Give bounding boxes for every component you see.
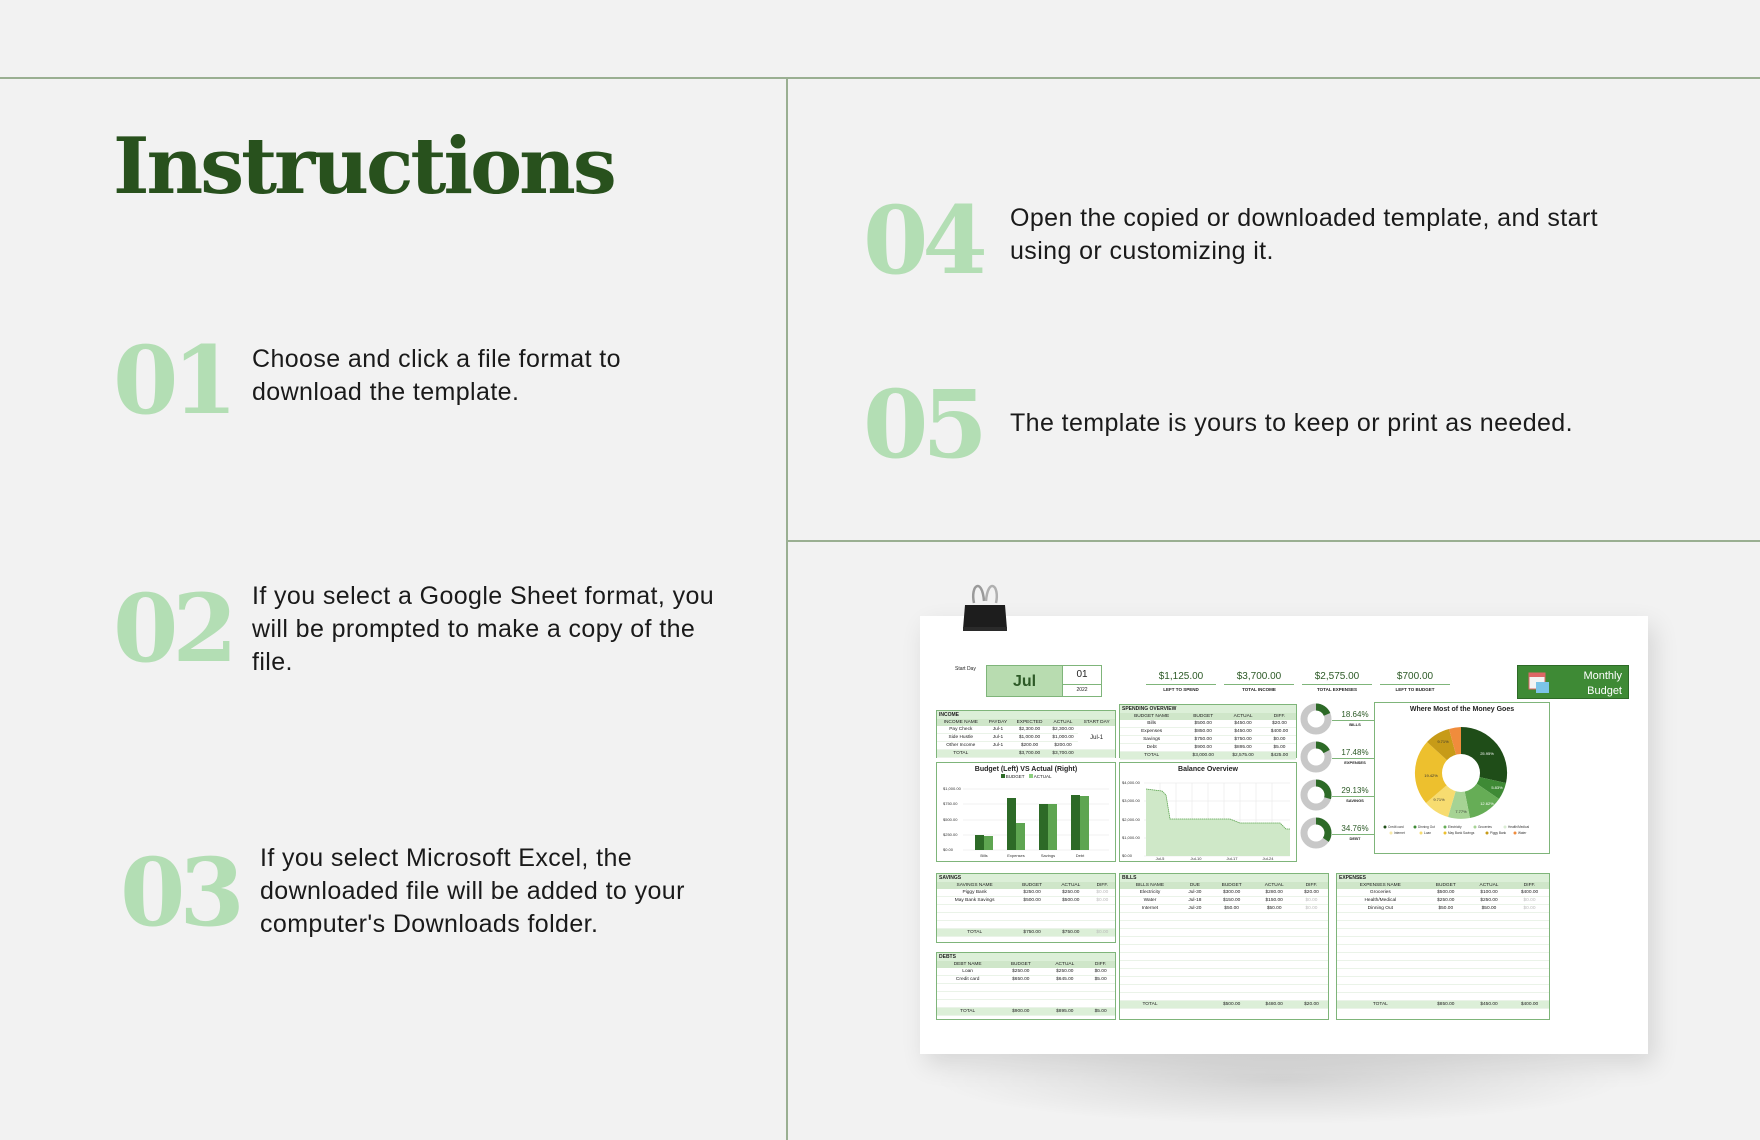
- binder-clip-icon: [960, 575, 1010, 635]
- balance-overview-chart: [1119, 762, 1297, 862]
- table-row: [937, 1000, 1115, 1008]
- cell: May Bank Savings: [937, 897, 1012, 905]
- y-tick: $750.00: [943, 801, 958, 806]
- x-tick: Jul-24: [1262, 856, 1274, 861]
- bar-chart-plot: [937, 781, 1113, 859]
- table-row: [937, 984, 1115, 992]
- pie-plot: [1375, 715, 1549, 835]
- chart-legend: [937, 774, 1115, 779]
- cell: $200.00: [1048, 742, 1079, 750]
- table-row: [937, 726, 1115, 734]
- expenses-table: [1337, 882, 1549, 1009]
- cell: $300.00: [1210, 889, 1254, 897]
- monthly-budget-badge: [1517, 665, 1629, 699]
- x-tick: Debt: [1075, 853, 1085, 858]
- y-tick: $3,000.00: [1122, 798, 1140, 803]
- x-tick: Savings: [1040, 853, 1056, 858]
- cell: $500.00: [1424, 889, 1468, 897]
- kpi-value: $700.00: [1380, 671, 1450, 685]
- cell: $50.00: [1210, 905, 1254, 913]
- pct-label: BILLS: [1349, 722, 1361, 727]
- cell: $0.00: [1510, 897, 1549, 905]
- legend-actual: ACTUAL: [1033, 774, 1052, 779]
- cell: Water: [1120, 897, 1180, 905]
- kpi-label: LEFT TO BUDGET: [1395, 687, 1435, 692]
- col-header: BUDGET: [1424, 882, 1468, 889]
- cell: $3,000.00: [1183, 752, 1223, 760]
- x-tick: Jul-5: [1155, 856, 1165, 861]
- cell: $20.00: [1263, 720, 1296, 728]
- cell: Jul-1: [985, 742, 1012, 750]
- chart-title: Budget (Left) VS Actual (Right): [974, 766, 1078, 773]
- legend-item: Health/Medical: [1508, 825, 1530, 829]
- cell: $0.00: [1090, 929, 1115, 937]
- col-header: BILLS NAME: [1120, 882, 1180, 889]
- debts-title: DEBTS: [937, 953, 1115, 961]
- cell: $100.00: [1468, 889, 1510, 897]
- kpi-left-to-budget: [1380, 671, 1450, 692]
- slice-label: 12.62%: [1480, 801, 1494, 806]
- cell: $645.00: [1043, 976, 1086, 984]
- cell: Expenses: [1120, 728, 1183, 736]
- cell: $150.00: [1253, 897, 1294, 905]
- step-03-number: 03: [120, 838, 239, 948]
- table-row: [1337, 905, 1549, 913]
- cell: $895.00: [1043, 1008, 1086, 1016]
- col-header: BUDGET: [1183, 713, 1223, 720]
- bar-bills-budget: [975, 835, 984, 850]
- table-row: [1120, 889, 1328, 897]
- cell: $0.00: [1086, 968, 1115, 976]
- cell: Health/Medical: [1337, 897, 1424, 905]
- cell: $50.00: [1468, 905, 1510, 913]
- cell: $0.00: [1510, 905, 1549, 913]
- cell: $250.00: [1043, 968, 1086, 976]
- month-value: Jul: [1012, 673, 1037, 690]
- total-row: [1120, 752, 1296, 760]
- cell: $400.00: [1510, 889, 1549, 897]
- cell: Savings: [1120, 736, 1183, 744]
- table-row: [1120, 905, 1328, 913]
- cell: $900.00: [1183, 744, 1223, 752]
- kpi-value: $2,575.00: [1302, 671, 1372, 685]
- page-title: Instructions: [113, 121, 614, 212]
- legend-swatch: [1029, 774, 1033, 778]
- cell: $450.00: [1468, 1001, 1510, 1009]
- col-header: BUDGET NAME: [1120, 713, 1183, 720]
- col-header: BUDGET: [1210, 882, 1254, 889]
- step-05-text: The template is yours to keep or print as needed.: [1010, 409, 1573, 437]
- cell: $500.00: [1183, 720, 1223, 728]
- cell: $20.00: [1295, 889, 1328, 897]
- cell: Debt: [1120, 744, 1183, 752]
- bar-expenses-actual: [1016, 823, 1025, 850]
- start-day-label: Start Day: [955, 666, 976, 672]
- cell: $0.00: [1263, 736, 1296, 744]
- cell: $3,700.00: [1011, 750, 1047, 758]
- cell: $280.00: [1253, 889, 1294, 897]
- step-02-text: If you select a Google Sheet format, you will be prompted to make a copy of the file.: [252, 582, 715, 676]
- step-03-text: If you select Microsoft Excel, the downloaded file will be added to your computer's Downloads folder.: [260, 844, 685, 938]
- brand-text: [1583, 669, 1622, 699]
- cell: Jul-30: [1180, 889, 1210, 897]
- x-tick: Expenses: [1007, 853, 1025, 858]
- total-row: [1120, 1001, 1328, 1009]
- budget-template-preview: [920, 616, 1648, 1054]
- cell: $50.00: [1253, 905, 1294, 913]
- table-row: [1120, 728, 1296, 736]
- legend-item: Internet: [1394, 831, 1405, 835]
- brand-line-1: Monthly: [1583, 670, 1622, 682]
- col-header: PAYDAY: [985, 719, 1012, 726]
- cell: $250.00: [1424, 897, 1468, 905]
- pct-value: 18.64%: [1332, 710, 1378, 721]
- col-header: ACTUAL: [1043, 961, 1086, 968]
- bar-expenses-budget: [1007, 798, 1016, 850]
- legend-item: Piggy Bank: [1490, 831, 1507, 835]
- year-box: [1062, 684, 1102, 697]
- cell: [1180, 1001, 1210, 1009]
- balance-area: [1146, 789, 1290, 856]
- cell: $750.00: [1052, 929, 1090, 937]
- cell: $5.00: [1263, 744, 1296, 752]
- cell: $20.00: [1295, 1001, 1328, 1009]
- step-04-text: Open the copied or downloaded template, and start using or customizing it.: [1010, 204, 1599, 265]
- pct-bills: [1332, 710, 1378, 727]
- legend-item: Water: [1518, 831, 1527, 835]
- kpi-total-income: [1224, 671, 1294, 692]
- col-header: ACTUAL: [1468, 882, 1510, 889]
- category-donuts: [1299, 702, 1333, 852]
- col-header: ACTUAL: [1253, 882, 1294, 889]
- cell: $500.00: [1210, 1001, 1254, 1009]
- month-box: [986, 665, 1063, 697]
- kpi-value: $3,700.00: [1224, 671, 1294, 685]
- cell: $0.00: [1090, 889, 1115, 897]
- cell: $450.00: [1223, 728, 1263, 736]
- step-04-number: 04: [863, 186, 982, 296]
- pct-savings: [1332, 786, 1378, 803]
- table-row: [937, 889, 1115, 897]
- col-header: SAVINGS NAME: [937, 882, 1012, 889]
- kpi-label: TOTAL EXPENSES: [1316, 687, 1357, 692]
- cell: Pay Check: [937, 726, 985, 734]
- y-tick: $4,000.00: [1122, 780, 1140, 785]
- kpi-total-expenses: [1302, 671, 1372, 692]
- col-header: EXPECTED: [1011, 719, 1047, 726]
- income-panel: [936, 710, 1116, 758]
- slice-label: 5.83%: [1491, 785, 1503, 790]
- cell: $1,000.00: [1011, 734, 1047, 742]
- col-header: INCOME NAME: [937, 719, 985, 726]
- line-chart-plot: [1120, 775, 1294, 861]
- kpi-label: LEFT TO SPEND: [1163, 687, 1199, 692]
- cell: Electricity: [1120, 889, 1180, 897]
- bar-savings-budget: [1039, 804, 1048, 850]
- cell: Bills: [1120, 720, 1183, 728]
- cell: Credit card: [937, 976, 998, 984]
- step-05-number: 05: [863, 370, 982, 480]
- cell: $650.00: [998, 976, 1043, 984]
- col-header: EXPENSES NAME: [1337, 882, 1424, 889]
- legend-item: Groceries: [1478, 825, 1492, 829]
- donut-bills: [1304, 707, 1328, 731]
- total-row: [937, 929, 1115, 937]
- col-header: DIFF.: [1295, 882, 1328, 889]
- cell: $900.00: [998, 1008, 1043, 1016]
- col-header: DIFF.: [1263, 713, 1296, 720]
- cell: $500.00: [1012, 897, 1052, 905]
- cell: [985, 750, 1012, 758]
- cell: TOTAL: [937, 750, 985, 758]
- table-row: [1120, 897, 1328, 905]
- center-divider: [786, 77, 788, 1140]
- cell: $2,300.00: [1048, 726, 1079, 734]
- bills-table: [1120, 882, 1328, 1009]
- y-tick: $0.00: [943, 847, 954, 852]
- cell: $895.00: [1223, 744, 1263, 752]
- col-header: BUDGET: [998, 961, 1043, 968]
- cell: $850.00: [1183, 728, 1223, 736]
- pct-label: EXPENSES: [1344, 760, 1366, 765]
- cell: $0.00: [1295, 905, 1328, 913]
- y-tick: $2,000.00: [1122, 817, 1140, 822]
- spending-table: [1120, 713, 1296, 760]
- right-mid-divider: [788, 540, 1760, 542]
- savings-title: SAVINGS: [937, 874, 1115, 882]
- donut-savings: [1304, 783, 1328, 807]
- savings-table: [937, 882, 1115, 937]
- table-row: [937, 968, 1115, 976]
- col-header: DEBT NAME: [937, 961, 998, 968]
- donut-expenses: [1304, 745, 1328, 769]
- cell: $3,700.00: [1048, 750, 1079, 758]
- bills-panel: [1119, 873, 1329, 1020]
- cell: $150.00: [1210, 897, 1254, 905]
- bar-savings-actual: [1048, 804, 1057, 850]
- bills-title: BILLS: [1120, 874, 1328, 882]
- cell: $425.00: [1263, 752, 1296, 760]
- y-tick: $1,000.00: [943, 786, 961, 791]
- y-tick: $0.00: [1122, 853, 1133, 858]
- cell: $50.00: [1424, 905, 1468, 913]
- cell: $400.00: [1510, 1001, 1549, 1009]
- table-row: [937, 913, 1115, 921]
- step-02-number: 02: [113, 574, 232, 684]
- budget-vs-actual-chart: [936, 762, 1116, 862]
- total-row: [937, 1008, 1115, 1016]
- calendar-icon: [1528, 670, 1550, 694]
- table-row: [1337, 889, 1549, 897]
- table-row: [937, 992, 1115, 1000]
- legend-item: Electricity: [1448, 825, 1462, 829]
- cell: $450.00: [1223, 720, 1263, 728]
- cell: Side Hustle: [937, 734, 985, 742]
- total-row: [1337, 1001, 1549, 1009]
- year-value: 2022: [1076, 687, 1088, 693]
- cell: $2,575.00: [1223, 752, 1263, 760]
- cell: $750.00: [1012, 929, 1052, 937]
- cell: $250.00: [998, 968, 1043, 976]
- income-title: INCOME: [937, 711, 1115, 719]
- spending-title: SPENDING OVERVIEW: [1120, 705, 1296, 713]
- cell: $250.00: [1468, 897, 1510, 905]
- cell: Jul-1: [985, 726, 1012, 734]
- chart-title: Balance Overview: [1178, 766, 1238, 773]
- cell: TOTAL: [1120, 752, 1183, 760]
- col-header: ACTUAL: [1052, 882, 1090, 889]
- col-header: DIFF.: [1510, 882, 1549, 889]
- cell: TOTAL: [937, 1008, 998, 1016]
- cell: Other Income: [937, 742, 985, 750]
- bar-bills-actual: [984, 836, 993, 850]
- money-goes-pie-chart: [1374, 702, 1550, 854]
- cell: Groceries: [1337, 889, 1424, 897]
- cell: $250.00: [1052, 889, 1090, 897]
- savings-panel: [936, 873, 1116, 943]
- cell: TOTAL: [937, 929, 1012, 937]
- table-row: [1120, 720, 1296, 728]
- table-row: [1120, 736, 1296, 744]
- pct-value: 29.13%: [1332, 786, 1378, 797]
- cell: $500.00: [1052, 897, 1090, 905]
- cell: $5.00: [1086, 1008, 1115, 1016]
- cell: $750.00: [1223, 736, 1263, 744]
- bar-debt-budget: [1071, 795, 1080, 850]
- cell: $250.00: [1012, 889, 1052, 897]
- cell: TOTAL: [1337, 1001, 1424, 1009]
- cell: $1,000.00: [1048, 734, 1079, 742]
- table-row: [937, 976, 1115, 984]
- brand-line-2: Budget: [1587, 685, 1622, 697]
- pct-value: 17.48%: [1332, 748, 1378, 759]
- table-row: [1337, 897, 1549, 905]
- slice-label: 7.77%: [1455, 809, 1467, 814]
- day-box: [1062, 665, 1102, 685]
- cell: $0.00: [1090, 897, 1115, 905]
- legend-swatch: [1001, 774, 1005, 778]
- cell: Internet: [1120, 905, 1180, 913]
- top-divider: [0, 77, 1760, 79]
- cell: Loan: [937, 968, 998, 976]
- legend-item: Dinning Out: [1418, 825, 1435, 829]
- table-row: [937, 897, 1115, 905]
- cell: $480.00: [1253, 1001, 1294, 1009]
- pct-expenses: [1332, 748, 1378, 765]
- step-01-number: 01: [113, 326, 232, 436]
- total-row: [937, 750, 1115, 758]
- slice-label: 19.42%: [1424, 773, 1438, 778]
- income-table: [937, 719, 1115, 758]
- x-tick: Jul-10: [1190, 856, 1202, 861]
- col-header: DIFF.: [1090, 882, 1115, 889]
- cell: $400.00: [1263, 728, 1296, 736]
- slice-label: 9.71%: [1433, 797, 1445, 802]
- table-row: [937, 921, 1115, 929]
- cell: Jul-1: [985, 734, 1012, 742]
- x-tick: Jul-17: [1226, 856, 1238, 861]
- spending-overview-panel: [1119, 704, 1297, 758]
- debts-panel: [936, 952, 1116, 1020]
- legend-item: Loan: [1424, 831, 1432, 835]
- col-header: ACTUAL: [1223, 713, 1263, 720]
- y-tick: $250.00: [943, 832, 958, 837]
- col-header: START DAY: [1078, 719, 1115, 726]
- cell: $850.00: [1424, 1001, 1468, 1009]
- y-tick: $500.00: [943, 817, 958, 822]
- table-row: [1120, 744, 1296, 752]
- slice-label: 25.95%: [1480, 751, 1494, 756]
- expenses-panel: [1336, 873, 1550, 1020]
- col-header: BUDGET: [1012, 882, 1052, 889]
- pct-value: 34.76%: [1332, 824, 1378, 835]
- legend-item: Credit card: [1388, 825, 1404, 829]
- cell: $200.00: [1011, 742, 1047, 750]
- cell: $0.00: [1295, 897, 1328, 905]
- cell: TOTAL: [1120, 1001, 1180, 1009]
- cell: Jul-18: [1180, 897, 1210, 905]
- pct-label: SAVINGS: [1346, 798, 1364, 803]
- start-day-cell: Jul-1: [1078, 726, 1115, 750]
- cell: Dinning Out: [1337, 905, 1424, 913]
- legend-budget: BUDGET: [1005, 774, 1025, 779]
- donut-debt: [1304, 821, 1328, 845]
- col-header: DUE: [1180, 882, 1210, 889]
- expenses-title: EXPENSES: [1337, 874, 1549, 882]
- cell: Piggy Bank: [937, 889, 1012, 897]
- step-01-text: Choose and click a file format to download the template.: [252, 345, 621, 406]
- cell: $750.00: [1183, 736, 1223, 744]
- bar-debt-actual: [1080, 796, 1089, 850]
- col-header: ACTUAL: [1048, 719, 1079, 726]
- pct-label: DEBT: [1349, 836, 1361, 841]
- day-value: 01: [1076, 669, 1088, 680]
- cell: $5.00: [1086, 976, 1115, 984]
- col-header: DIFF.: [1086, 961, 1115, 968]
- cell: Jul-20: [1180, 905, 1210, 913]
- slice-label: 9.71%: [1437, 739, 1449, 744]
- cell: [1078, 750, 1115, 758]
- chart-title: Where Most of the Money Goes: [1409, 706, 1515, 713]
- cell: $2,300.00: [1011, 726, 1047, 734]
- x-tick: Bills: [980, 853, 988, 858]
- y-tick: $1,000.00: [1122, 835, 1140, 840]
- kpi-value: $1,125.00: [1146, 671, 1216, 685]
- bars: [975, 795, 1089, 850]
- table-row: [937, 905, 1115, 913]
- legend-item: May Bank Savings: [1448, 831, 1475, 835]
- pct-debt: [1332, 824, 1378, 841]
- kpi-left-to-spend: [1146, 671, 1216, 692]
- debts-table: [937, 961, 1115, 1016]
- kpi-label: TOTAL INCOME: [1242, 687, 1276, 692]
